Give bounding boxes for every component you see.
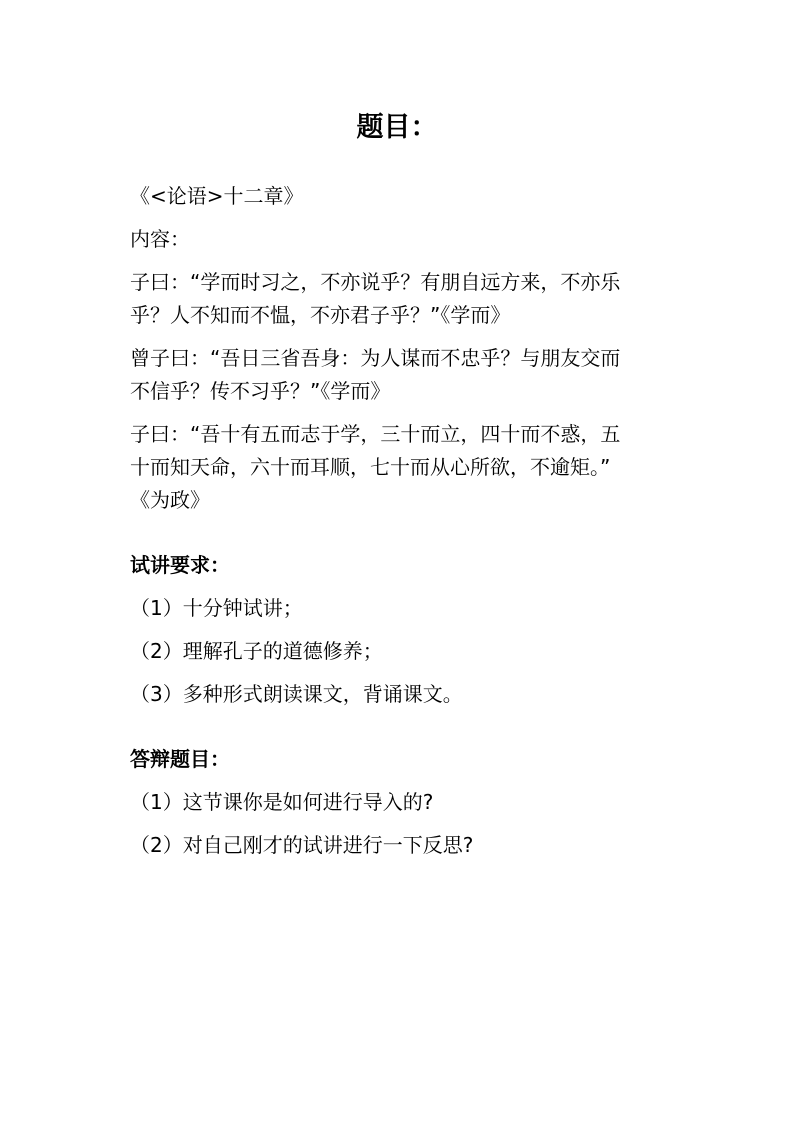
passage-3 — [130, 418, 685, 517]
list-item: （2）对自己刚才的试讲进行一下反思? — [130, 833, 474, 857]
book-title: 《<论语>十二章》 — [130, 184, 304, 208]
defense-list — [130, 786, 685, 862]
list-item: （1）这节课你是如何进行导入的? — [130, 790, 434, 814]
requirements-heading: 试讲要求： — [130, 553, 230, 577]
requirements-list — [130, 592, 685, 711]
passage-line: 十而知天命，六十而耳顺，七十而从心所欲，不逾矩。” — [130, 455, 611, 479]
list-item: （3）多种形式朗读课文，背诵课文。 — [130, 682, 463, 706]
document-body — [130, 180, 685, 862]
passage-line: 曾子曰：“吾日三省吾身：为人谋而不忠乎？与朋友交而 — [130, 346, 621, 370]
list-item: （2）理解孔子的道德修养； — [130, 639, 383, 663]
passage-line: 乎？人不知而不愠，不亦君子乎？”《学而》 — [130, 303, 511, 327]
passage-line: 《为政》 — [130, 488, 210, 512]
passage-2 — [130, 342, 685, 408]
defense-heading: 答辩题目： — [130, 747, 230, 771]
page-title: 题目： — [356, 112, 438, 143]
passage-line: 子曰：“学而时习之，不亦说乎？有朋自远方来，不亦乐 — [130, 270, 621, 294]
passage-1 — [130, 266, 685, 332]
passage-line: 子曰：“吾十有五而志于学，三十而立，四十而不惑，五 — [130, 422, 621, 446]
content-label: 内容： — [130, 227, 190, 251]
list-item: （1）十分钟试讲； — [130, 596, 303, 620]
passage-line: 不信乎？传不习乎？”《学而》 — [130, 379, 391, 403]
